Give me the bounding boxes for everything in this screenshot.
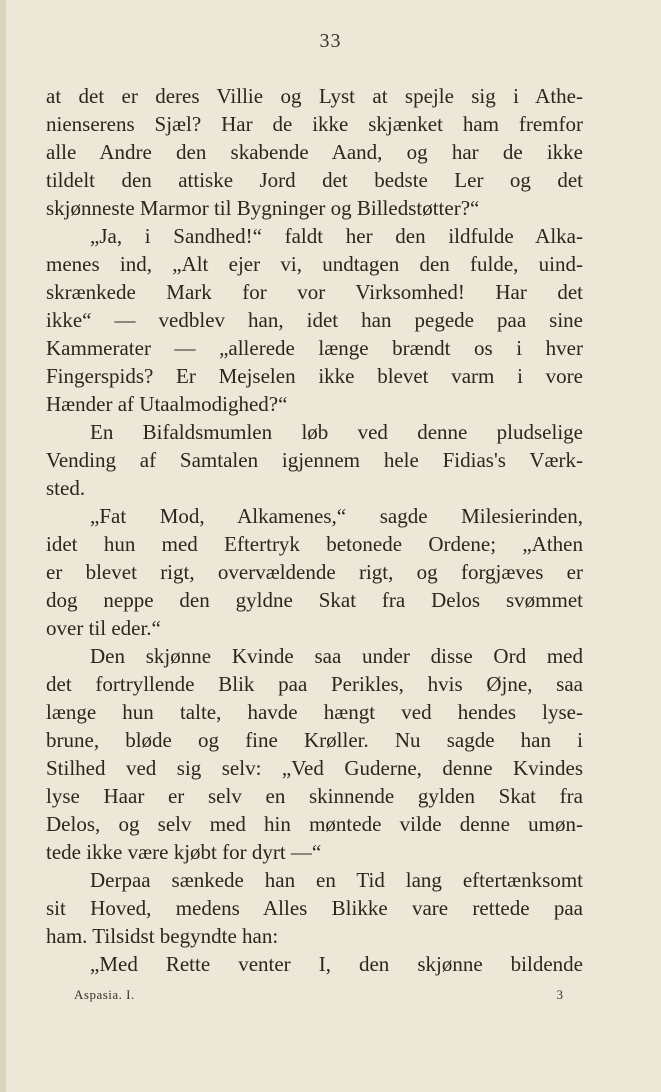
text-line: over til eder.“ — [46, 616, 161, 640]
text-line: „Med Rette venter I, den skjønne bildende — [90, 952, 583, 976]
text-line: Kammerater — „allerede længe brændt os i hver — [46, 336, 583, 360]
text-line: tildelt den attiske Jord det bedste Ler og det — [46, 168, 583, 192]
text-line: tede ikke være kjøbt for dyrt —“ — [46, 840, 322, 864]
body-text — [46, 82, 583, 978]
text-line: ham. Tilsidst begyndte han: — [46, 924, 279, 948]
text-line: det fortryllende Blik paa Perikles, hvis Øjne, saa — [46, 672, 583, 696]
text-line: idet hun med Eftertryk betonede Ordene; „Athen — [46, 532, 583, 556]
text-line: længe hun talte, havde hængt ved hendes lyse- — [46, 700, 583, 724]
text-line: ikke“ — vedblev han, idet han pegede paa sine — [46, 308, 583, 332]
text-line: En Bifaldsmumlen løb ved denne pludselige — [90, 420, 583, 444]
text-line: Delos, og selv med hin møntede vilde denne umøn- — [46, 812, 583, 836]
text-line: menes ind, „Alt ejer vi, undtagen den fulde, uind- — [46, 252, 583, 276]
page-number: 33 — [319, 30, 342, 52]
text-line: at det er deres Villie og Lyst at spejle sig i Athe- — [46, 84, 583, 108]
text-line: brune, bløde og fine Krøller. Nu sagde han i — [46, 728, 583, 752]
text-line: „Fat Mod, Alkamenes,“ sagde Milesierinden, — [90, 504, 583, 528]
text-line: sit Hoved, medens Alles Blikke vare rettede paa — [46, 896, 583, 920]
text-line: skjønneste Marmor til Bygninger og Billedstøtter?“ — [46, 196, 480, 220]
text-line: skrænkede Mark for vor Virksomhed! Har det — [46, 280, 583, 304]
signature-mark: Aspasia. I. — [74, 987, 135, 1002]
text-line: Hænder af Utaalmodighed?“ — [46, 392, 288, 416]
text-line: lyse Haar er selv en skinnende gylden Skat fra — [46, 784, 583, 808]
text-line: „Ja, i Sandhed!“ faldt her den ildfulde Alka- — [90, 224, 583, 248]
text-line: Vending af Samtalen igjennem hele Fidias's Værk- — [46, 448, 583, 472]
text-line: sted. — [46, 476, 86, 500]
text-line: er blevet rigt, overvældende rigt, og forgjæves er — [46, 560, 583, 584]
text-line: nienserens Sjæl? Har de ikke skjænket ham fremfor — [46, 112, 583, 136]
text-line: Derpaa sænkede han en Tid lang eftertænksomt — [90, 868, 583, 892]
sheet-number: 3 — [556, 987, 563, 1002]
text-line: Den skjønne Kvinde saa under disse Ord med — [90, 644, 583, 668]
text-line: dog neppe den gyldne Skat fra Delos svømmet — [46, 588, 583, 612]
text-line: alle Andre den skabende Aand, og har de ikke — [46, 140, 583, 164]
text-line: Stilhed ved sig selv: „Ved Guderne, denne Kvindes — [46, 756, 583, 780]
page-edge — [0, 0, 6, 1092]
text-line: Fingerspids? Er Mejselen ikke blevet varm i vore — [46, 364, 583, 388]
